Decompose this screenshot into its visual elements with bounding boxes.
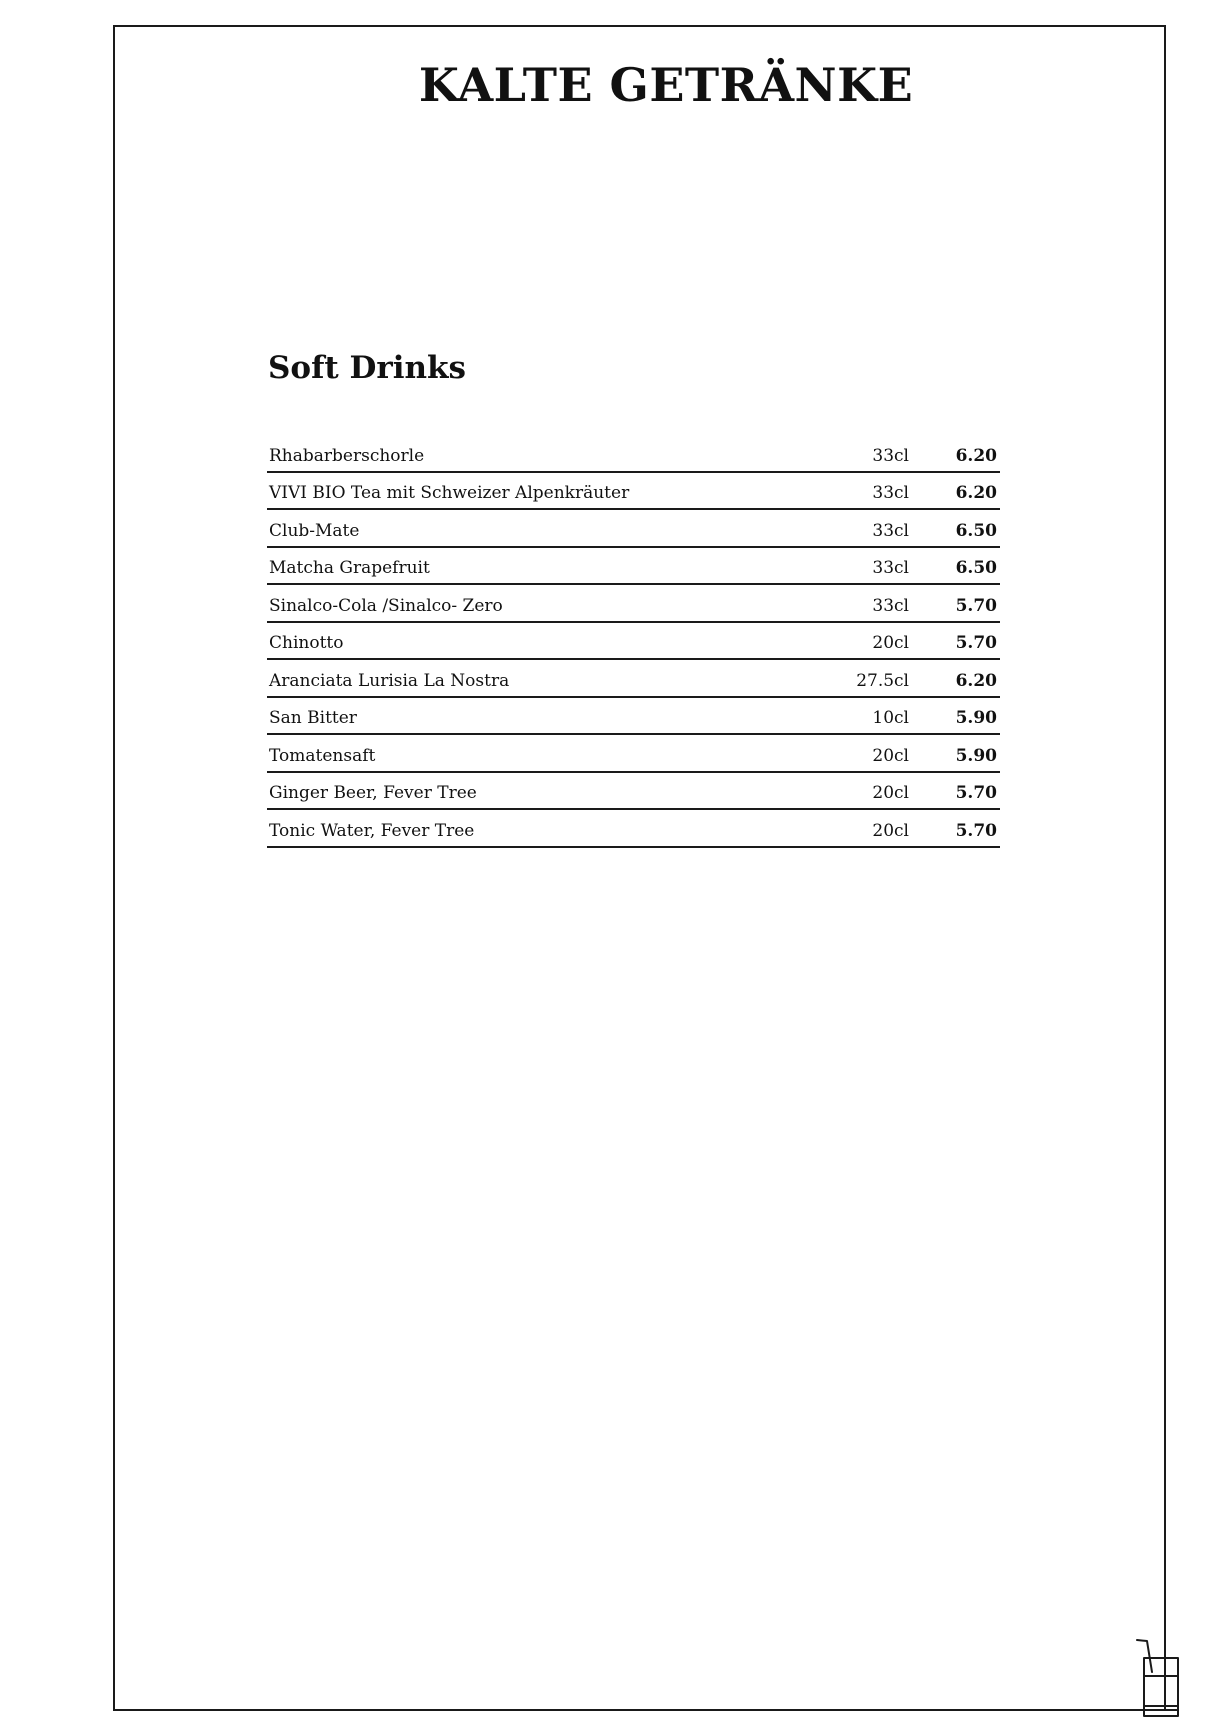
menu-item-name: Tomatensaft bbox=[269, 745, 376, 766]
menu-item-name: Rhabarberschorle bbox=[269, 445, 425, 466]
menu-item-price: 6.50 bbox=[955, 520, 997, 541]
soft-drinks-list bbox=[267, 435, 1000, 848]
page-title: KALTE GETRÄNKE bbox=[418, 58, 914, 112]
menu-item-price: 6.20 bbox=[955, 483, 997, 503]
menu-item bbox=[267, 473, 1000, 511]
menu-item bbox=[267, 698, 1000, 736]
menu-item-price: 6.20 bbox=[955, 670, 997, 691]
menu-item-price: 5.70 bbox=[955, 820, 997, 841]
drink-glass-with-straw-icon bbox=[1135, 1638, 1185, 1718]
menu-item bbox=[267, 810, 1000, 848]
menu-item-price: 6.50 bbox=[955, 558, 997, 578]
menu-item bbox=[267, 435, 1000, 473]
menu-item-price: 5.90 bbox=[955, 708, 997, 728]
menu-item bbox=[267, 585, 1000, 623]
menu-item-size: 20cl bbox=[872, 745, 909, 766]
menu-item bbox=[267, 735, 1000, 773]
menu-item-size: 27.5cl bbox=[856, 670, 909, 691]
menu-item-size: 20cl bbox=[872, 783, 909, 803]
menu-item-name: VIVI BIO Tea mit Schweizer Alpenkräuter bbox=[269, 483, 630, 503]
menu-item bbox=[267, 623, 1000, 661]
menu-item-name: Ginger Beer, Fever Tree bbox=[269, 783, 477, 803]
menu-item-name: Matcha Grapefruit bbox=[269, 558, 430, 578]
menu-item-name: Chinotto bbox=[269, 633, 344, 653]
menu-item-size: 33cl bbox=[872, 595, 909, 616]
menu-item-size: 10cl bbox=[872, 708, 909, 728]
page-border bbox=[113, 25, 1166, 1711]
menu-item-price: 5.70 bbox=[955, 783, 997, 803]
menu-item-size: 33cl bbox=[872, 558, 909, 578]
menu-item-name: Aranciata Lurisia La Nostra bbox=[269, 670, 510, 691]
menu-item-name: Club-Mate bbox=[269, 520, 360, 541]
menu-item-price: 5.70 bbox=[955, 595, 997, 616]
section-title-soft-drinks: Soft Drinks bbox=[268, 350, 466, 386]
menu-item-size: 33cl bbox=[872, 520, 909, 541]
menu-item bbox=[267, 773, 1000, 811]
menu-item-price: 5.90 bbox=[955, 745, 997, 766]
menu-item-name: Sinalco-Cola /Sinalco- Zero bbox=[269, 595, 503, 616]
menu-item-name: Tonic Water, Fever Tree bbox=[269, 820, 475, 841]
menu-item-price: 6.20 bbox=[955, 445, 997, 466]
menu-item-size: 20cl bbox=[872, 820, 909, 841]
menu-item-name: San Bitter bbox=[269, 708, 357, 728]
menu-item-size: 20cl bbox=[872, 633, 909, 653]
menu-item-size: 33cl bbox=[872, 445, 909, 466]
menu-item-size: 33cl bbox=[872, 483, 909, 503]
menu-item bbox=[267, 510, 1000, 548]
menu-item bbox=[267, 660, 1000, 698]
menu-item bbox=[267, 548, 1000, 586]
menu-item-price: 5.70 bbox=[955, 633, 997, 653]
